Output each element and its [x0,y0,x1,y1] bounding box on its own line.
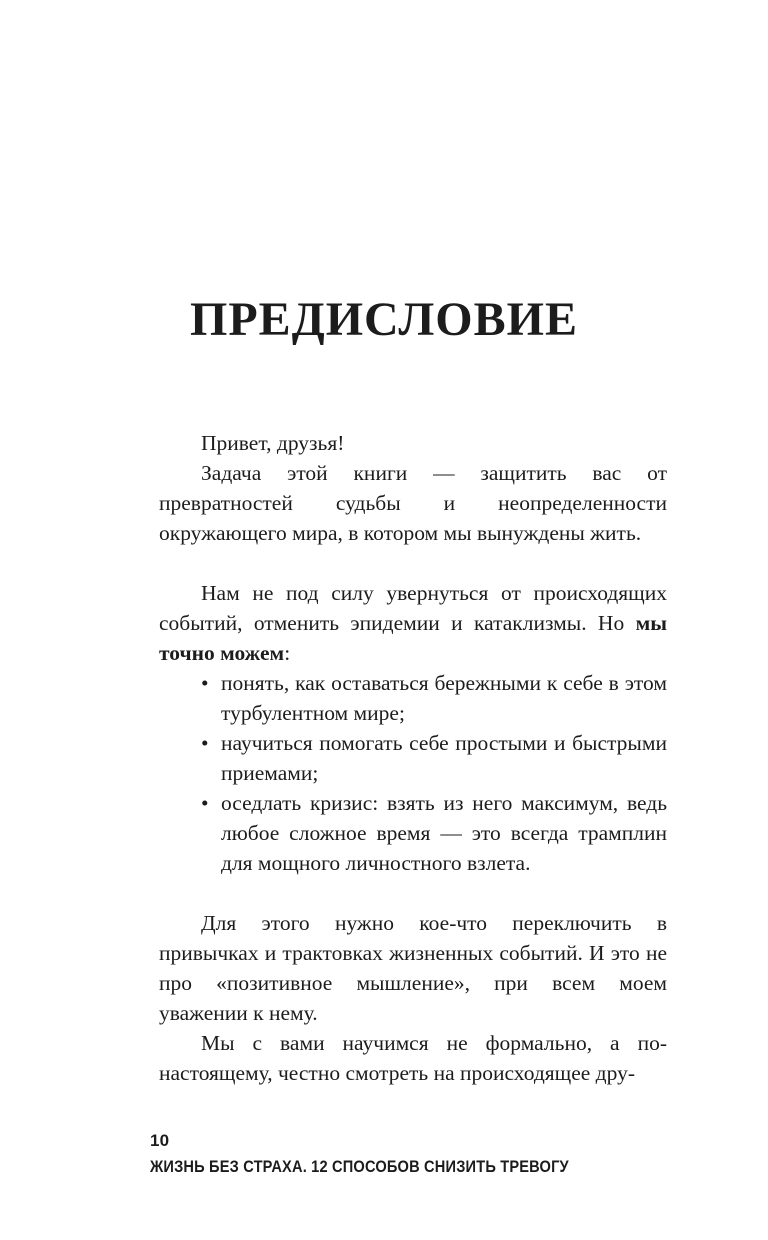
page-number: 10 [150,1131,170,1150]
body-text [159,428,667,1088]
list-item-text: понять, как оставаться бережными к себе в этом турбулентном мире; [221,671,667,725]
bullet-icon: • [201,671,209,695]
chapter-title: ПРЕДИСЛОВИЕ [190,293,578,346]
greeting-paragraph: Привет, друзья! [201,431,345,455]
list-item-text: научиться помогать себе простыми и быстрыми приемами; [221,731,667,785]
list-item-text: оседлать кризис: взять из него максимум, ведь любое сложное время — это всегда трамплин для мощного личностного взлета. [221,791,667,875]
bullet-icon: • [201,791,209,815]
bullet-icon: • [201,731,209,755]
page-footer [150,1128,670,1180]
paragraph-list-intro [159,578,667,668]
list-intro-bold: мы точно можем [159,611,667,665]
list-intro-colon: : [284,641,291,665]
list-item [201,668,667,728]
paragraph-habits: Для этого нужно кое-что переключить в привычках и трактовках жизненных событий. И это не про «позитивное мышление», при всем моем уважении к нему. [159,911,667,1025]
list-item [201,788,667,878]
paragraph-book-goal: Задача этой книги — защитить вас от превратностей судьбы и неопределенности окружающего мира, в котором мы вынуждены жить. [159,461,667,545]
list-item [201,728,667,788]
bullet-list [159,668,667,878]
paragraph-learn: Мы с вами научимся не формально, а по-настоящему, честно смотреть на происходящее дру- [159,1031,667,1085]
list-intro-text: Нам не под силу увернуться от происходящих событий, отменить эпидемии и катаклизмы. Но [159,581,667,635]
running-title: ЖИЗНЬ БЕЗ СТРАХА. 12 СПОСОБОВ СНИЗИТЬ ТРЕВОГУ [150,1157,569,1176]
